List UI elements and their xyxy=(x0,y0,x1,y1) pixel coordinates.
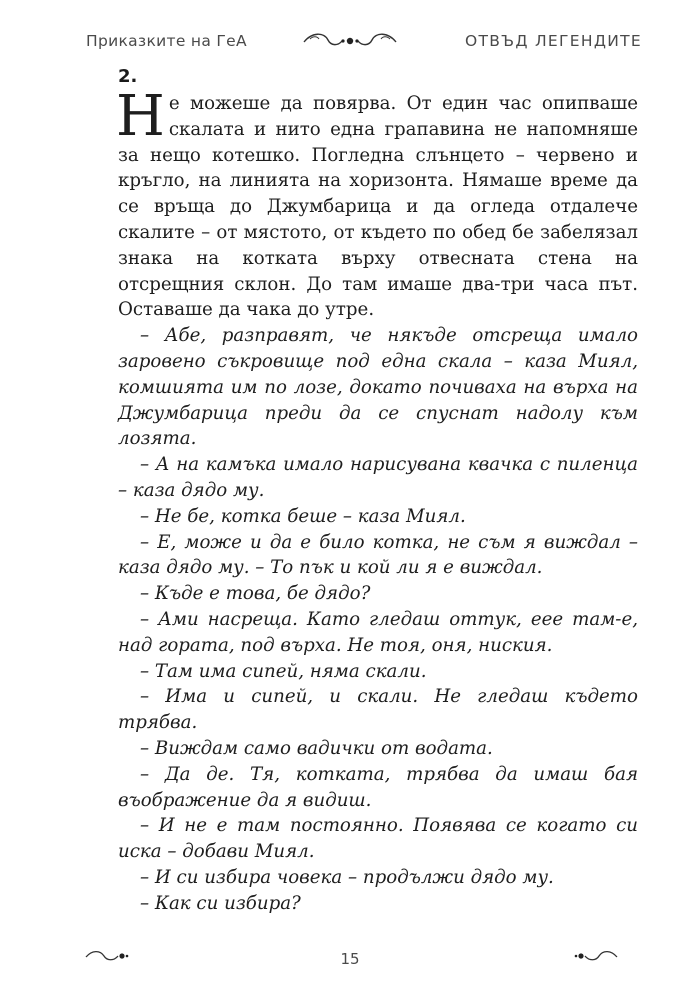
running-head xyxy=(0,26,700,56)
dialogue-line: – И си избира човека – продължи дядо му. xyxy=(140,866,554,888)
dialogue-line: – Има и сипей, и скали. Не гледаш където трябва. xyxy=(118,686,638,734)
dialogue-line: – Ами насреща. Като гледаш оттук, еее там-е, над гората, под върха. Не тоя, оня, ниския. xyxy=(118,608,638,656)
chapter-number: 2. xyxy=(118,66,138,87)
dialogue-line: – И не е там постоянно. Появява се когато си иска – добави Миял. xyxy=(118,815,638,863)
drop-cap: Н xyxy=(116,84,165,149)
flourish-ornament-icon xyxy=(302,30,398,52)
book-title: Приказките на ГеА xyxy=(86,32,247,50)
page-body xyxy=(118,66,638,917)
dialogue-line: – Къде е това, бе дядо? xyxy=(140,583,371,605)
section-title: ОТВЪД ЛЕГЕНДИТЕ xyxy=(464,32,642,50)
flourish-ornament-icon xyxy=(573,948,619,964)
dialogue-line: – Е, може и да е било котка, не съм я виждал – каза дядо му. – То пък и кой ли я е виждал. xyxy=(118,531,638,579)
dialogue-line: – Абе, разправят, че някъде отсреща имало заровено съкровище под една скала – каза Миял, комшията им по лозе, докато почиваха на върха на Джумбарица преди да се спуснат надолу към лозята. xyxy=(118,325,638,450)
opening-paragraph-text: е можеше да повярва. От един час опипваше скалата и нито една грапавина не напомняше за нещо котешко. Погледна слънцето – червено и кръгло, на линията на хоризонта. Нямаше време да се връща до Джумбарица и да огледа отдалече скалите – от мястото, от където по обед бе забелязал знака на котката върху отвесната стена на отсрещния склон. До там имаше два-три часа път. Оставаше да чака до утре. xyxy=(118,93,638,321)
dialogue-line: – Там има сипей, няма скали. xyxy=(140,660,427,682)
opening-paragraph xyxy=(116,84,638,323)
dialogue-line: – Не бе, котка беше – каза Миял. xyxy=(140,505,466,527)
page-number: 15 xyxy=(340,950,360,968)
dialogue-line: – Виждам само вадички от водата. xyxy=(140,737,493,759)
page-footer xyxy=(0,940,700,980)
dialogue-line: – Да де. Тя, котката, трябва да имаш бая въображение да я видиш. xyxy=(118,763,638,811)
dialogue-line: – А на камъка имало нарисувана квачка с пиленца – каза дядо му. xyxy=(118,454,638,501)
dialogue-line: – Как си избира? xyxy=(140,892,301,914)
